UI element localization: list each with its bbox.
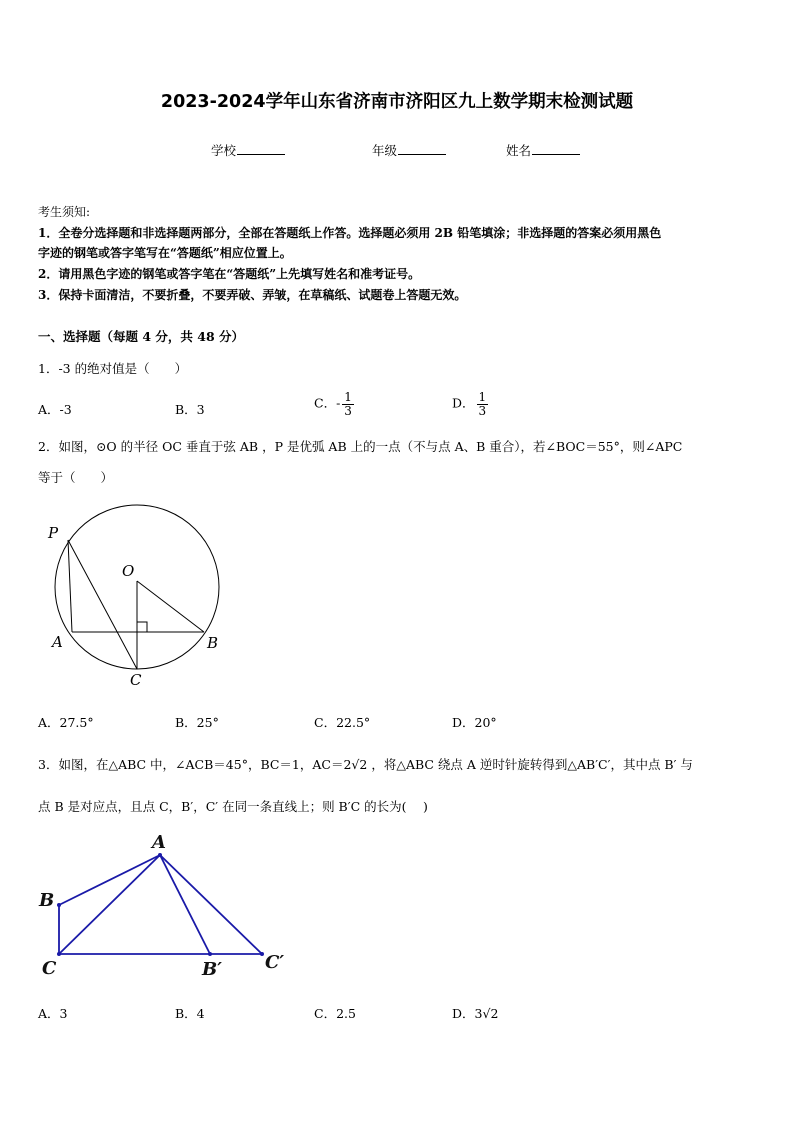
q3-option-b: B．4 — [175, 1006, 205, 1021]
q2-option-b: B．25° — [175, 715, 219, 730]
label-c: C — [42, 958, 57, 979]
q2-circle-figure — [40, 495, 230, 695]
label-c: C — [130, 671, 142, 689]
name-field — [506, 141, 580, 159]
notice-line-2: 2．请用黑色字迹的钢笔或答字笔在“答题纸”上先填写姓名和准考证号。 — [38, 267, 421, 281]
notice-line-3: 3．保持卡面清洁，不要折叠，不要弄破、弄皱，在草稿纸、试题卷上答题无效。 — [38, 288, 467, 302]
q3-option-c: C．2.5 — [314, 1006, 356, 1021]
grade-field — [372, 141, 446, 159]
q3-stem-continued: 点 B 是对应点，且点 C，B′，C′ 在同一条直线上；则 B′C 的长为( ) — [38, 799, 428, 814]
name-blank — [532, 142, 580, 155]
label-o: O — [122, 562, 135, 580]
label-a: A — [152, 832, 166, 853]
fraction-denominator: 3 — [344, 403, 352, 418]
label-p: P — [48, 524, 59, 542]
q2-option-a: A．27.5° — [38, 715, 94, 730]
segment-ac — [59, 855, 160, 954]
q2-option-c: C．22.5° — [314, 715, 371, 730]
q2-stem: 2．如图，⊙O 的半径 OC 垂直于弦 AB ，P 是优弧 AB 上的一点（不与点 A、B 重合），若∠BOC＝55°，则∠APC — [38, 439, 683, 454]
q1-option-a: A．-3 — [38, 402, 72, 417]
right-angle-mark — [137, 622, 147, 632]
segment-ab — [59, 855, 160, 905]
q3-option-d-prefix: D． — [452, 1006, 475, 1021]
section-heading: 一、选择题（每题 4 分，共 48 分） — [38, 329, 245, 344]
point-c-prime — [260, 952, 264, 956]
q2-option-d: D．20° — [452, 715, 497, 730]
q1-option-d — [452, 391, 488, 417]
school-blank — [237, 142, 285, 155]
point-b-prime — [208, 952, 212, 956]
school-field — [211, 141, 285, 159]
q1-option-c-fraction — [342, 391, 354, 417]
fraction-denominator: 3 — [478, 403, 487, 418]
q1-option-d-fraction — [477, 391, 489, 417]
q1-option-c — [314, 391, 354, 417]
notice-line-1b: 字迹的钢笔或答字笔写在“答题纸”相应位置上。 — [38, 246, 292, 260]
segment-pc — [68, 540, 137, 669]
point-c — [57, 952, 61, 956]
grade-label: 年级 — [372, 143, 398, 158]
fraction-numerator: 1 — [344, 390, 352, 404]
q1-stem: 1．-3 的绝对值是（ ） — [38, 361, 188, 376]
q1-option-d-prefix: D． — [452, 395, 475, 411]
notice-heading: 考生须知: — [38, 205, 91, 219]
q3-stem: 3．如图，在△ABC 中，∠ACB＝45°，BC＝1，AC＝2√2 ，将△ABC 绕点 A 逆时针旋转得到△AB′C′，其中点 B′ 与 — [38, 757, 693, 772]
q1-option-c-prefix: C．- — [314, 395, 341, 411]
segment-pa — [68, 540, 72, 632]
page-title: 2023-2024学年山东省济南市济阳区九上数学期末检测试题 — [160, 92, 634, 112]
segment-ab-prime — [160, 855, 210, 954]
grade-blank — [398, 142, 446, 155]
point-b — [57, 903, 61, 907]
label-b: B — [207, 634, 219, 652]
q1-option-b: B．3 — [175, 402, 205, 417]
label-c-prime: C′ — [265, 952, 285, 973]
school-label: 学校 — [211, 143, 237, 158]
q3-option-a: A．3 — [38, 1006, 68, 1021]
segment-ac-prime — [160, 855, 262, 954]
q2-stem-continued: 等于（ ） — [38, 470, 114, 485]
label-b: B — [39, 890, 55, 911]
fraction-numerator: 1 — [478, 390, 487, 404]
notice-line-1: 1．全卷分选择题和非选择题两部分，全部在答题纸上作答。选择题必须用 2B 铅笔填涂；非选择题的答案必须用黑色 — [38, 226, 662, 240]
label-b-prime: B′ — [202, 959, 222, 980]
point-a — [158, 853, 162, 857]
q3-option-d — [452, 1004, 498, 1022]
q3-triangle-figure — [30, 828, 300, 983]
q3-option-d-value: 3√2 — [474, 1006, 499, 1021]
label-a: A — [52, 633, 63, 651]
name-label: 姓名 — [506, 143, 532, 158]
